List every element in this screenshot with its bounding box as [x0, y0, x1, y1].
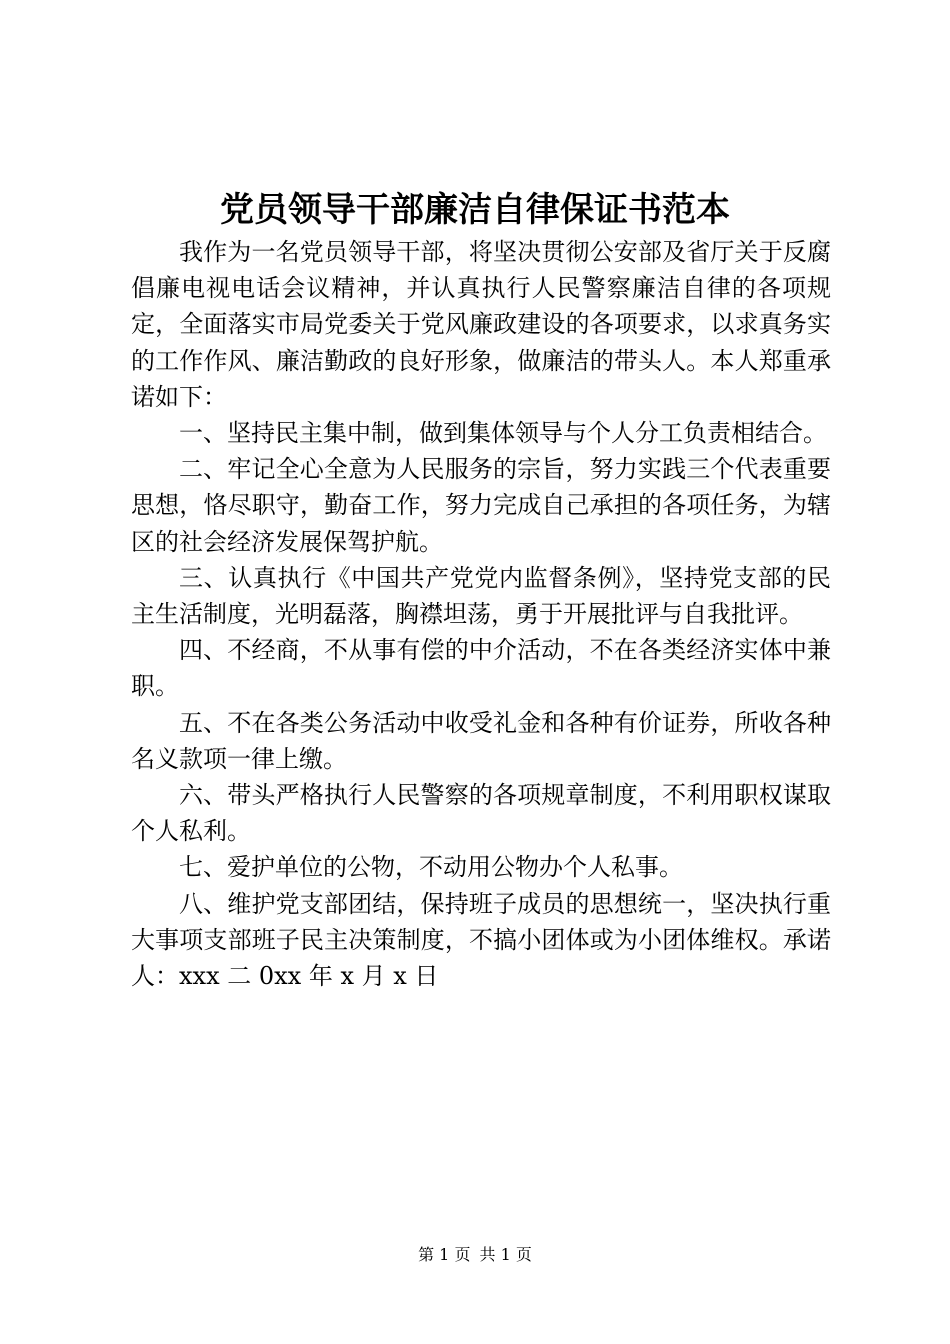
page-footer: [0, 1244, 950, 1266]
paragraph-intro: 我作为一名党员领导干部，将坚决贯彻公安部及省厅关于反腐倡廉电视电话会议精神，并认真执行人民警察廉洁自律的各项规定，全面落实市局党委关于党风廉政建设的各项要求，以求真务实的工作作风、廉洁勤政的良好形象，做廉洁的带头人。本人郑重承诺如下：: [131, 238, 831, 411]
page-title: 党员领导干部廉洁自律保证书范本: [220, 190, 730, 230]
page-number: 第 1 页: [418, 1245, 471, 1264]
paragraph-item-4: 四、不经商，不从事有偿的中介活动，不在各类经济实体中兼职。: [131, 636, 831, 701]
page-total: 共 1 页: [479, 1245, 532, 1264]
paragraph-item-1: 一、坚持民主集中制，做到集体领导与个人分工负责相结合。: [179, 419, 827, 448]
paragraph-item-7: 七、爱护单位的公物，不动用公物办个人私事。: [179, 853, 683, 882]
paragraph-item-8: 八、维护党支部团结，保持班子成员的思想统一，坚决执行重大事项支部班子民主决策制度，不搞小团体或为小团体维权。承诺人：xxx 二 0xx 年 x 月 x 日: [131, 889, 831, 991]
paragraph-item-3: 三、认真执行《中国共产党党内监督条例》，坚持党支部的民主生活制度，光明磊落，胸襟坦荡，勇于开展批评与自我批评。: [131, 563, 831, 629]
paragraph-item-6: 六、带头严格执行人民警察的各项规章制度，不利用职权谋取个人私利。: [131, 781, 831, 846]
paragraph-item-2: 二、牢记全心全意为人民服务的宗旨，努力实践三个代表重要思想，恪尽职守，勤奋工作，努力完成自己承担的各项任务，为辖区的社会经济发展保驾护航。: [131, 455, 831, 556]
document-body: [131, 234, 831, 994]
paragraph-item-5: 五、不在各类公务活动中收受礼金和各种有价证券，所收各种名义款项一律上缴。: [131, 708, 831, 773]
